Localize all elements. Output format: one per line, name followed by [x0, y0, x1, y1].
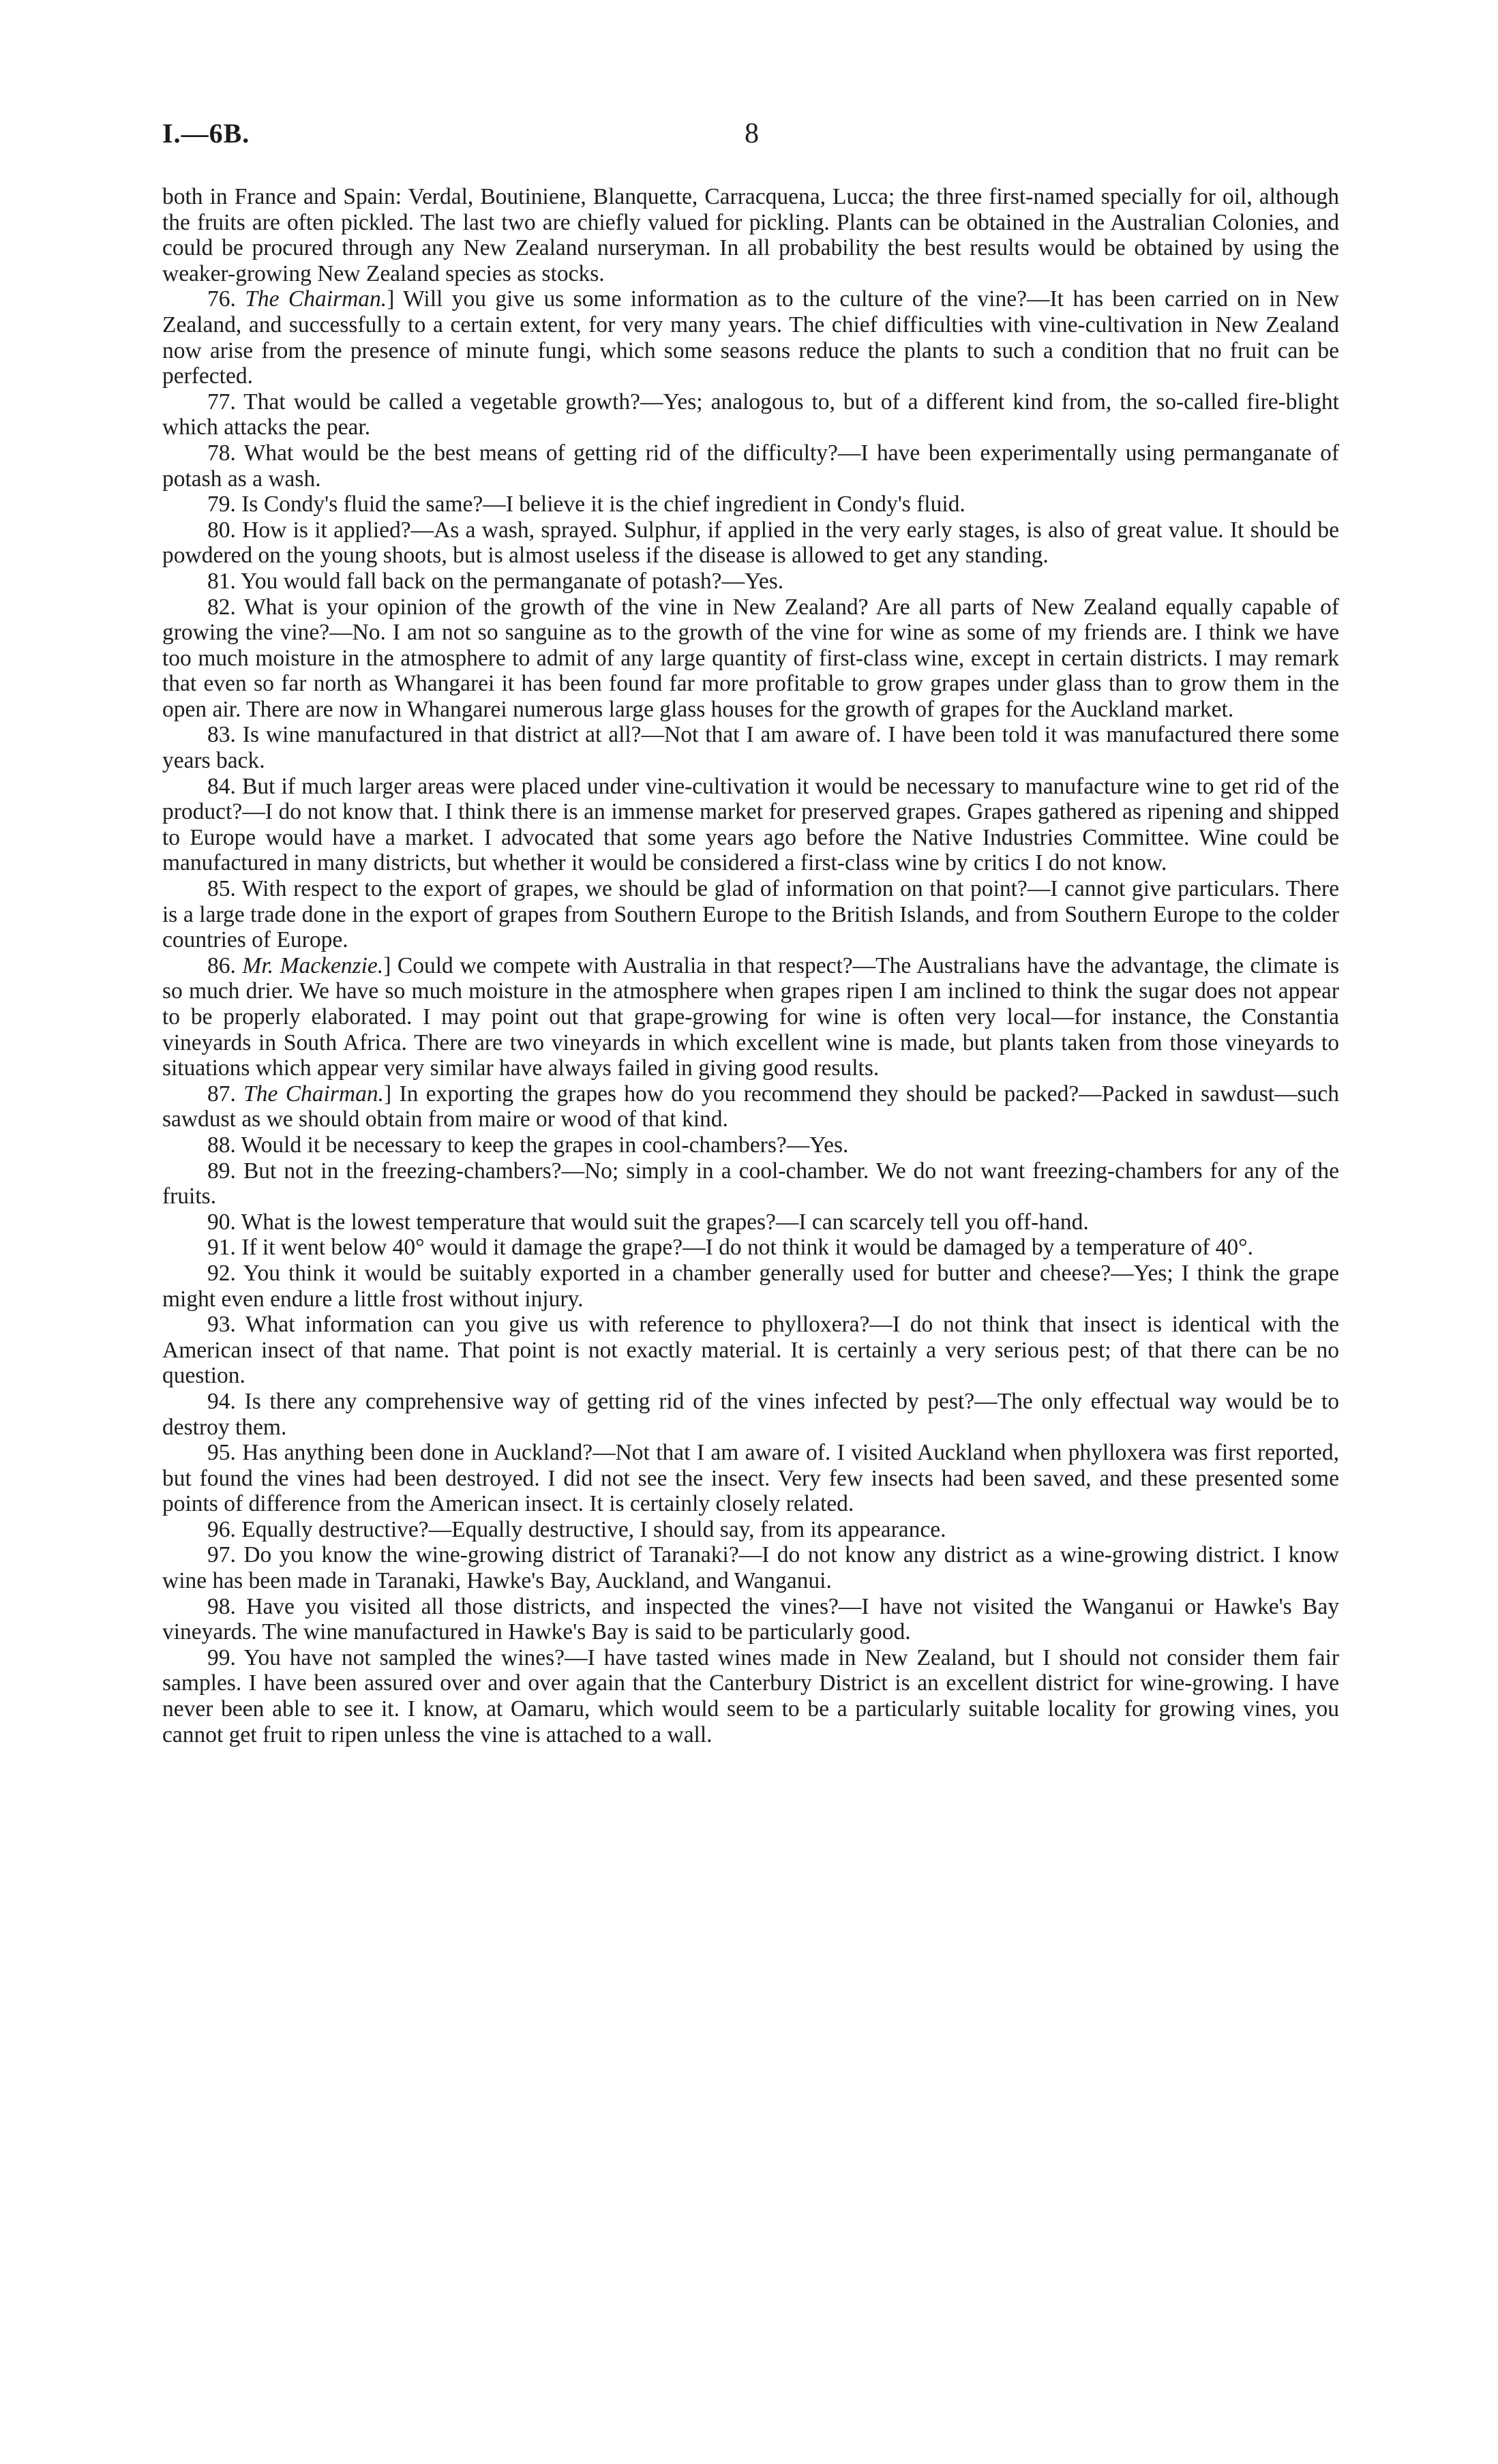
question-99: [162, 1645, 1339, 1747]
question-number: 84.: [207, 773, 236, 799]
question-number: 95.: [207, 1440, 236, 1466]
question-number: 80.: [207, 517, 236, 543]
question-text: Is Condy's fluid the same?—I believe it is the chief ingredient in Condy's fluid.: [241, 492, 965, 517]
question-number: 88.: [207, 1132, 236, 1158]
question-text: Have you visited all those districts, and inspected the vines?—I have not visited the Wanganui or Hawke's Bay vineyards. The wine manufactured in Hawke's Bay is said to be particularly good.: [162, 1593, 1339, 1645]
question-97: [162, 1542, 1339, 1593]
question-text: How is it applied?—As a wash, sprayed. Sulphur, if applied in the very early stages, is also of great value. It should be powdered on the young shoots, but is almost useless if the disease is allowed to get any standing.: [162, 517, 1339, 569]
question-text: You think it would be suitably exported in a chamber generally used for butter and cheese?—Yes; I think the grape might even endure a little frost without injury.: [162, 1260, 1339, 1312]
question-number: 99.: [207, 1644, 236, 1670]
question-78: [162, 440, 1339, 492]
question-98: [162, 1594, 1339, 1645]
question-85: [162, 876, 1339, 953]
question-90: [162, 1210, 1339, 1235]
question-93: [162, 1312, 1339, 1389]
question-number: 81.: [207, 568, 236, 594]
page-number: 8: [745, 118, 759, 149]
question-text: With respect to the export of grapes, we should be glad of information on that point?—I cannot give particulars. There is a large trade done in the export of grapes from Southern Europe to the British Islands, and from Southern Europe to the colder countries of Europe.: [162, 876, 1340, 953]
speaker-name: Mr. Mackenzie.: [242, 952, 384, 978]
question-92: [162, 1261, 1339, 1312]
question-number: 79.: [207, 492, 236, 517]
question-number: 82.: [207, 594, 236, 620]
question-text: Would it be necessary to keep the grapes in cool-chambers?—Yes.: [241, 1132, 849, 1158]
question-number: 77.: [207, 389, 236, 415]
question-number: 93.: [207, 1312, 236, 1338]
question-number: 76.: [207, 286, 236, 312]
question-text: Equally destructive?—Equally destructive, I should say, from its appearance.: [241, 1516, 946, 1542]
question-number: 85.: [207, 876, 236, 902]
question-text: If it went below 40° would it damage the grape?—I do not think it would be damaged by a temperature of 40°.: [241, 1235, 1253, 1261]
question-text: What is your opinion of the growth of the vine in New Zealand? Are all parts of New Zealand equally capable of growing the vine?—No. I am not so sanguine as to the growth of the vine for wine as some of my friends are. I think we have too much moisture in the atmosphere to admit of any large quantity of first-class wine, except in certain districts. I may remark that even so far north as Whangarei it has been found far more profitable to grow grapes under glass than to grow them in the open air. There are now in Whangarei numerous large glass houses for the growth of grapes for the Auckland market.: [162, 594, 1339, 722]
question-79: [162, 492, 1339, 517]
paragraph-continuation: [162, 184, 1339, 286]
question-95: [162, 1440, 1339, 1517]
question-text: What would be the best means of getting rid of the difficulty?—I have been experimentally using permanganate of potash as a wash.: [162, 440, 1339, 492]
question-number: 87.: [207, 1081, 236, 1107]
question-text: You would fall back on the permanganate of potash?—Yes.: [241, 568, 784, 594]
question-83: [162, 722, 1339, 773]
question-82: [162, 595, 1339, 723]
question-80: [162, 517, 1339, 569]
question-text: Has anything been done in Auckland?—Not that I am aware of. I visited Auckland when phylloxera was first reported, but found the vines had been destroyed. I did not see the insect. Very few insects had been saved, and these presented some points of difference from the American insect. It is certainly closely related.: [162, 1440, 1339, 1517]
question-96: [162, 1517, 1339, 1543]
question-number: 98.: [207, 1593, 236, 1619]
speaker-name: The Chairman.: [243, 1081, 384, 1107]
question-text: But not in the freezing-chambers?—No; simply in a cool-chamber. We do not want freezing-chambers for any of the fruits.: [162, 1158, 1339, 1210]
question-number: 94.: [207, 1388, 236, 1414]
question-84: [162, 774, 1339, 876]
question-81: [162, 569, 1339, 595]
question-number: 83.: [207, 722, 236, 748]
question-76: 76. The Chairman.] Will you give us some information as to the culture of the vine?—It has been carried on in New Zealand, and successfully to a certain extent, for very many years. The chief difficulties with vine-cultivation in New Zealand now arise from the presence of minute fungi, which some seasons reduce the plants to such a condition that no fruit can be perfected.: [162, 286, 1339, 389]
question-number: 91.: [207, 1235, 236, 1261]
question-text: Is wine manufactured in that district at all?—Not that I am aware of. I have been told it was manufactured there some years back.: [162, 722, 1339, 774]
question-text: Is there any comprehensive way of getting rid of the vines infected by pest?—The only effectual way would be to destroy them.: [162, 1388, 1340, 1440]
question-text: Do you know the wine-growing district of Taranaki?—I do not know any district as a wine-growing district. I know wine has been made in Taranaki, Hawke's Bay, Auckland, and Wanganui.: [162, 1542, 1340, 1594]
question-text: In exporting the grapes how do you recommend they should be packed?—Packed in sawdust—such sawdust as we should obtain from maire or wood of that kind.: [162, 1081, 1340, 1132]
question-86: 86. Mr. Mackenzie.] Could we compete with Australia in that respect?—The Australians have the advantage, the climate is so much drier. We have so much moisture in the atmosphere when grapes ripen I am inclined to think the sugar does not appear to be properly elaborated. I may point out that grape-growing for wine is often very local—for instance, the Constantia vineyards in South Africa. There are two vineyards in which excellent wine is made, but plants taken from those vineyards to situations which appear very similar have always failed in giving good results.: [162, 952, 1339, 1081]
question-number: 78.: [207, 440, 236, 466]
paragraph-text: both in France and Spain: Verdal, Boutiniene, Blanquette, Carracquena, Lucca; the three first-named specially for oil, although the fruits are often pickled. The last two are chiefly valued for pickling. Plants can be obtained in the Australian Colonies, and could be procured through any New Zealand nurseryman. In all probability the best results would be obtained by using the weaker-growing New Zealand species as stocks.: [162, 184, 1339, 286]
question-number: 90.: [207, 1209, 236, 1235]
question-87: 87. The Chairman.] In exporting the grapes how do you recommend they should be packed?—Packed in sawdust—such sawdust as we should obtain from maire or wood of that kind.: [162, 1081, 1340, 1132]
speaker-name: The Chairman.: [245, 286, 387, 312]
question-88: [162, 1132, 1339, 1158]
question-94: [162, 1389, 1339, 1440]
question-89: [162, 1158, 1339, 1210]
page-header: [162, 117, 1335, 158]
question-text: Will you give us some information as to the culture of the vine?—It has been carried on in New Zealand, and successfully to a certain extent, for very many years. The chief difficulties with vine-cultivation in New Zealand now arise from the presence of minute fungi, which some seasons reduce the plants to such a condition that no fruit can be perfected.: [162, 286, 1339, 389]
question-text: What information can you give us with reference to phylloxera?—I do not think that insect is identical with the American insect of that name. That point is not exactly material. It is certainly a very serious pest; of that there can be no question.: [162, 1312, 1339, 1389]
question-text: You have not sampled the wines?—I have tasted wines made in New Zealand, but I should not consider them fair samples. I have been assured over and over again that the Canterbury District is an excellent district for wine-growing. I have never been able to see it. I know, at Oamaru, which would seem to be a particularly suitable locality for growing vines, you cannot get fruit to ripen unless the vine is attached to a wall.: [162, 1644, 1339, 1747]
question-number: 97.: [207, 1542, 236, 1568]
question-text: Could we compete with Australia in that respect?—The Australians have the advantage, the climate is so much drier. We have so much moisture in the atmosphere when grapes ripen I am inclined to think the sugar does not appear to be properly elaborated. I may point out that grape-growing for wine is often very local—for instance, the Constantia vineyards in South Africa. There are two vineyards in which excellent wine is made, but plants taken from those vineyards to situations which appear very similar have always failed in giving good results.: [162, 952, 1339, 1081]
question-text: What is the lowest temperature that would suit the grapes?—I can scarcely tell you off-hand.: [241, 1209, 1089, 1235]
question-number: 86.: [207, 952, 236, 978]
question-number: 89.: [207, 1158, 236, 1184]
question-number: 92.: [207, 1260, 236, 1286]
question-91: [162, 1235, 1339, 1261]
question-text: But if much larger areas were placed under vine-cultivation it would be necessary to manufacture wine to get rid of the product?—I do not know that. I think there is an immense market for preserved grapes. Grapes gathered as ripening and shipped to Europe would have a market. I advocated that some years ago before the Native Industries Committee. Wine could be manufactured in many districts, but whether it would be considered a first-class wine by critics I do not know.: [162, 773, 1339, 876]
document-reference: I.—6B.: [162, 118, 250, 149]
question-text: That would be called a vegetable growth?—Yes; analogous to, but of a different kind from, the so-called fire-blight which attacks the pear.: [162, 389, 1339, 440]
minutes-of-evidence: [162, 184, 1339, 1747]
question-number: 96.: [207, 1516, 236, 1542]
question-77: [162, 389, 1339, 440]
